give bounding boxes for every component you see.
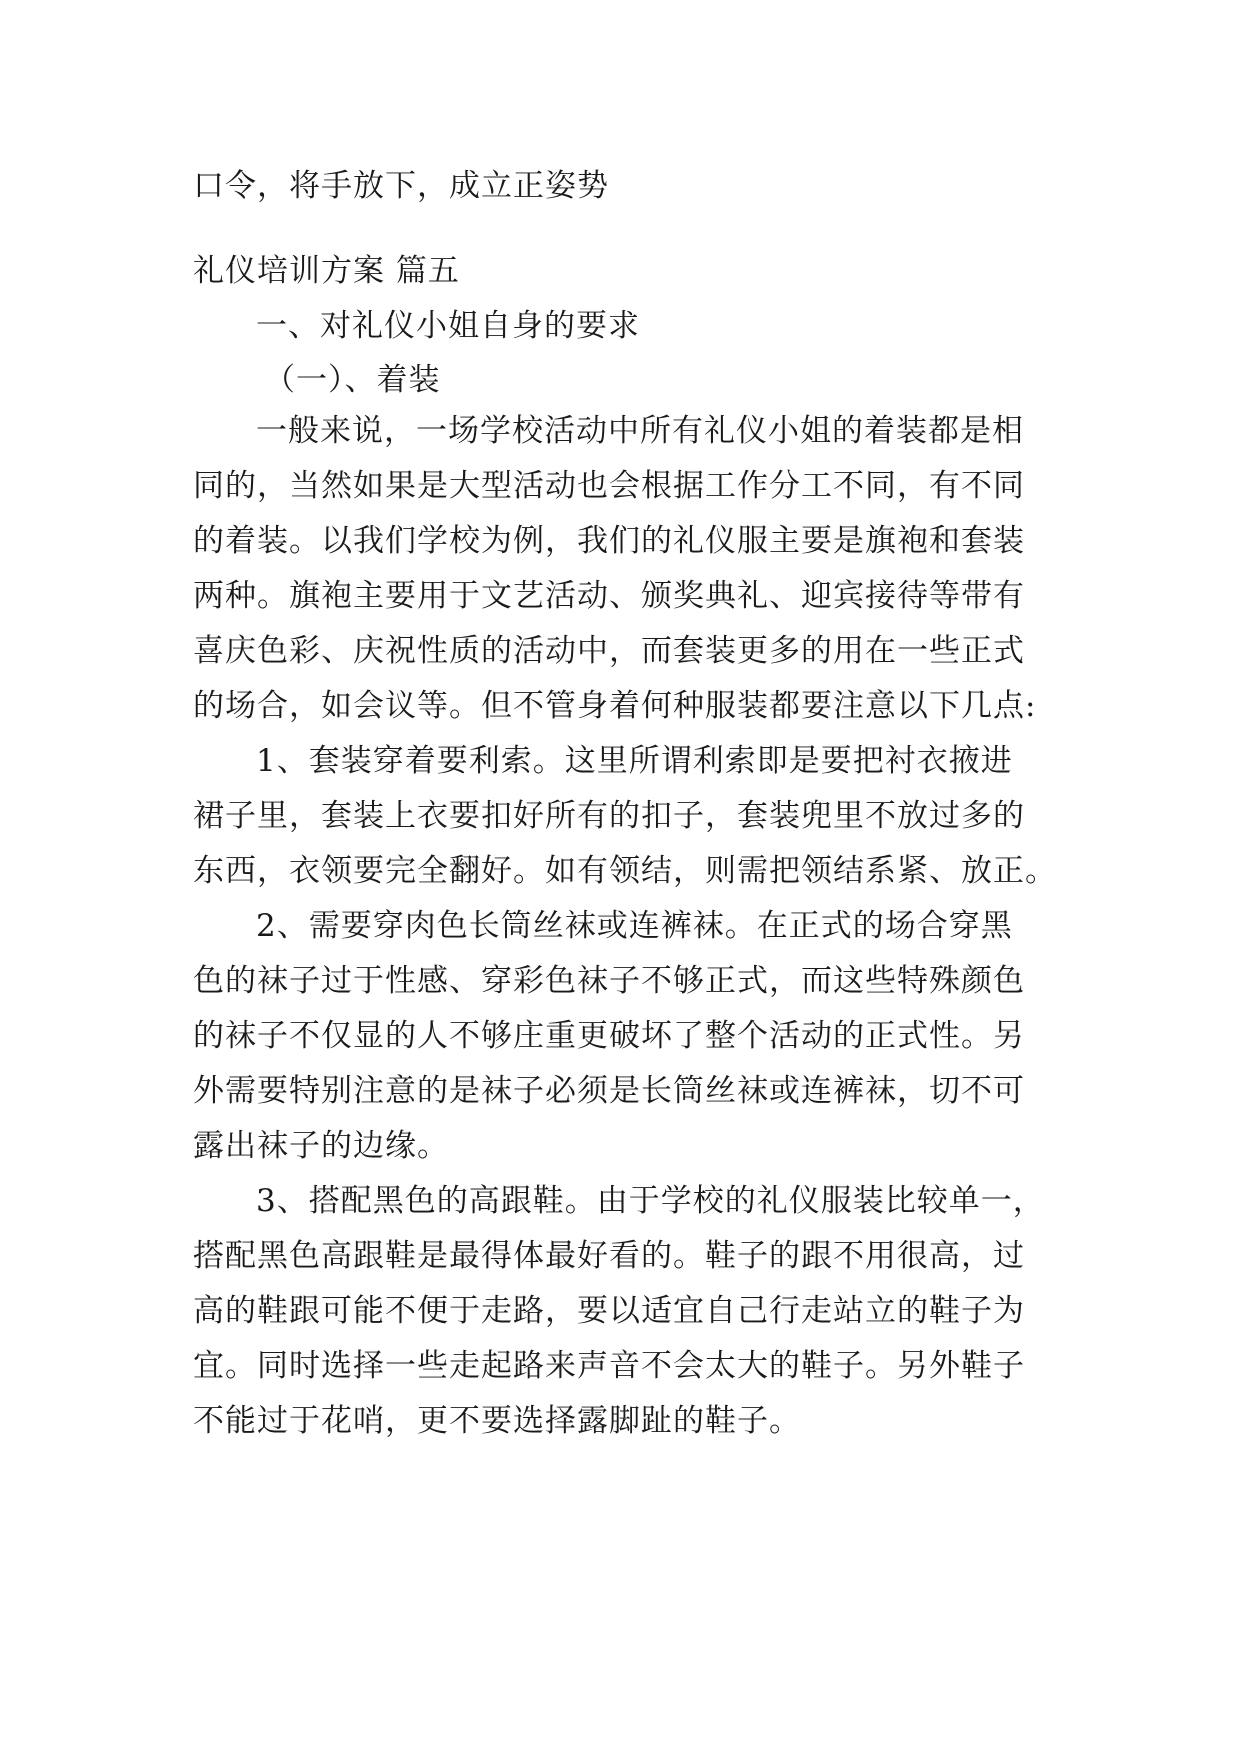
paragraph-line: 不能过于花哨，更不要选择露脚趾的鞋子。 bbox=[193, 1403, 801, 1439]
text-line: 口令，将手放下，成立正姿势 bbox=[193, 168, 609, 204]
paragraph-line: 1、套装穿着要利索。这里所谓利索即是要把衬衣掖进 bbox=[256, 743, 1013, 779]
paragraph-line: 裙子里，套装上衣要扣好所有的扣子，套装兜里不放过多的 bbox=[193, 798, 1025, 834]
paragraph-line: 两种。旗袍主要用于文艺活动、颁奖典礼、迎宾接待等带有 bbox=[193, 578, 1025, 614]
paragraph-line: 的袜子不仅显的人不够庄重更破坏了整个活动的正式性。另 bbox=[193, 1018, 1025, 1054]
paragraph-line: 2、需要穿肉色长筒丝袜或连裤袜。在正式的场合穿黑 bbox=[256, 908, 1013, 944]
paragraph-line: 高的鞋跟可能不便于走路，要以适宜自己行走站立的鞋子为 bbox=[193, 1293, 1025, 1329]
paragraph-line: 喜庆色彩、庆祝性质的活动中，而套装更多的用在一些正式 bbox=[193, 633, 1025, 669]
heading: 一、对礼仪小姐自身的要求 bbox=[256, 308, 640, 344]
paragraph-line: 外需要特别注意的是袜子必须是长筒丝袜或连裤袜，切不可 bbox=[193, 1073, 1025, 1109]
subheading: （一）、着装 bbox=[264, 362, 441, 398]
paragraph-line: 一般来说，一场学校活动中所有礼仪小姐的着装都是相 bbox=[256, 413, 1024, 449]
paragraph-line: 宜。同时选择一些走起路来声音不会太大的鞋子。另外鞋子 bbox=[193, 1348, 1025, 1384]
paragraph-line: 的着装。以我们学校为例，我们的礼仪服主要是旗袍和套装 bbox=[193, 523, 1025, 559]
paragraph-line: 3、搭配黑色的高跟鞋。由于学校的礼仪服装比较单一， bbox=[256, 1183, 1045, 1219]
paragraph-line: 的场合，如会议等。但不管身着何种服装都要注意以下几点: bbox=[193, 688, 1037, 724]
paragraph-line: 同的，当然如果是大型活动也会根据工作分工不同，有不同 bbox=[193, 468, 1025, 504]
paragraph-line: 露出袜子的边缘。 bbox=[193, 1128, 449, 1164]
paragraph-line: 东西，衣领要完全翻好。如有领结，则需把领结系紧、放正。 bbox=[193, 853, 1057, 889]
paragraph-line: 色的袜子过于性感、穿彩色袜子不够正式，而这些特殊颜色 bbox=[193, 963, 1025, 999]
paragraph-line: 搭配黑色高跟鞋是最得体最好看的。鞋子的跟不用很高，过 bbox=[193, 1238, 1025, 1274]
section-title: 礼仪培训方案 篇五 bbox=[193, 253, 460, 289]
